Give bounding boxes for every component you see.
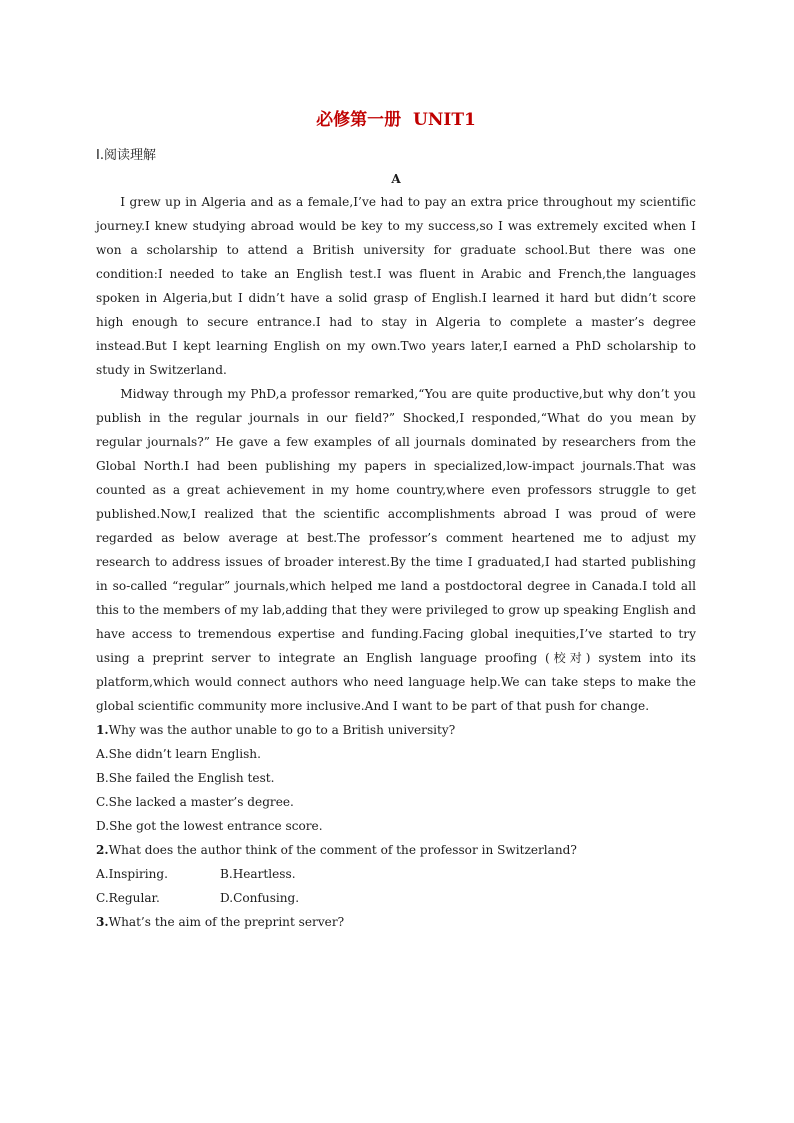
answer-option: B.Heartless. — [220, 867, 296, 881]
answer-option: B.She failed the English test. — [96, 771, 275, 785]
answer-option: D.Confusing. — [220, 891, 300, 905]
question-text: Why was the author unable to go to a British university? — [108, 723, 456, 737]
answer-option: C.Regular. — [96, 891, 160, 905]
answer-option: A.Inspiring. — [96, 867, 168, 881]
question-3 — [96, 910, 696, 934]
passage-label: A — [391, 172, 401, 186]
answer-option: C.She lacked a master’s degree. — [96, 795, 294, 809]
question-1 — [96, 718, 696, 838]
question-number: 2. — [96, 843, 109, 857]
question-text: What’s the aim of the preprint server? — [108, 915, 345, 929]
answer-option: D.She got the lowest entrance score. — [96, 819, 323, 833]
question-number: 3. — [96, 915, 109, 929]
passage-paragraph: Midway through my PhD,a professor remarked,“You are quite productive,but why don’t you publish in the regular journals in our field?” Shocked,I responded,“What do you mean by regular journals?” He gave a few examples of all journals dominated by researchers from the Global North.I had been publishing my papers in specialized,low-impact journals.That was counted as a great achievement in my home country,where even professors struggle to get published.Now,I realized that the scientific accomplishments abroad I was proud of were regarded as below average at best.The professor’s comment heartened me to adjust my research to address issues of broader interest.By the time I graduated,I had started publishing in so-called “regular” journals,which helped me land a postdoctoral degree in Canada.I told all this to the members of my lab,adding that they were privileged to grow up speaking English and have access to tremendous expertise and funding.Facing global inequities,I’ve started to try using a preprint server to integrate an English language proofing (校对) system into its platform,which would connect authors who need language help.We can take steps to make the global scientific community more inclusive.And I want to be part of that push for change. — [96, 387, 696, 713]
section-heading: Ⅰ.阅读理解 — [96, 148, 156, 163]
passage-paragraph: I grew up in Algeria and as a female,I’ve had to pay an extra price throughout my scientific journey.I knew studying abroad would be key to my success,so I was extremely excited when I won a scholarship to attend a British university for graduate school.But there was one condition:I needed to take an English test.I was fluent in Arabic and French,the languages spoken in Algeria,but I didn’t have a solid grasp of English.I learned it hard but didn’t score high enough to secure entrance.I had to stay in Algeria to complete a master’s degree instead.But I kept learning English on my own.Two years later,I earned a PhD scholarship to study in Switzerland. — [96, 195, 696, 377]
question-text: What does the author think of the comment of the professor in Switzerland? — [108, 843, 577, 857]
answer-option: A.She didn’t learn English. — [96, 747, 261, 761]
question-number: 1. — [96, 723, 109, 737]
worksheet-page — [96, 108, 696, 934]
page-title: 必修第一册 UNIT1 — [316, 110, 476, 130]
question-2 — [96, 838, 696, 910]
